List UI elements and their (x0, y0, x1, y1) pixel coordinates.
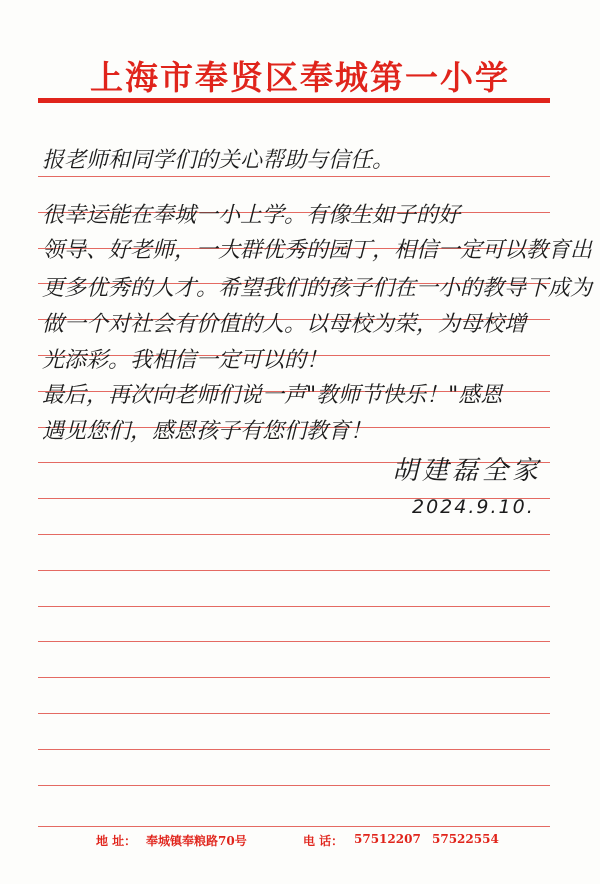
signature: 胡建磊全家 (392, 456, 543, 486)
letter-line: 更多优秀的人才。希望我们的孩子们在一小的教导下成为 (42, 276, 593, 301)
ruled-line (38, 641, 550, 642)
letter-line: 遇见您们，感恩孩子有您们教育！ (42, 419, 373, 444)
ruled-line (38, 749, 550, 750)
ruled-line (38, 677, 550, 678)
letter-line: 做一个对社会有价值的人。以母校为荣，为母校增 (42, 312, 527, 337)
letter-date: 2024.9.10. (412, 496, 535, 518)
ruled-line (38, 785, 550, 786)
ruled-line (38, 570, 550, 571)
letter-line: 报老师和同学们的关心帮助与信任。 (42, 148, 395, 173)
letter-line: 很幸运能在奉城一小上学。有像生如子的好 (42, 203, 461, 228)
footer-rule (38, 826, 550, 827)
letter-line: 最后，再次向老师们说一声"教师节快乐！"感恩 (42, 383, 503, 408)
letter-line: 光添彩。我相信一定可以的！ (42, 348, 329, 373)
phone-number-1: 57512207 (354, 832, 421, 846)
address-label: 地 址： (96, 834, 137, 848)
phone-label: 电 话： (303, 834, 344, 848)
school-letterhead: 上海市奉贤区奉城第一小学 (90, 58, 510, 97)
ruled-line (38, 176, 550, 177)
ruled-line (38, 713, 550, 714)
address-value: 奉城镇奉粮路70号 (146, 834, 247, 848)
letter-line: 领导、好老师，一大群优秀的园丁，相信一定可以教育出 (42, 238, 593, 263)
ruled-line (38, 534, 550, 535)
ruled-line (38, 606, 550, 607)
phone-number-2: 57522554 (432, 832, 499, 846)
